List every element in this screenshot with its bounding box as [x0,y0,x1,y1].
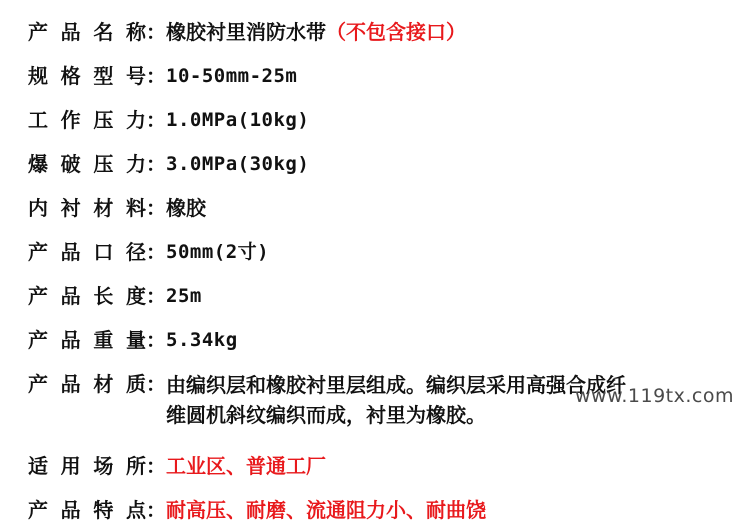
row-value: 3.0MPa(30kg) [166,153,310,175]
row-spacer [28,480,636,496]
row-spacer [28,90,636,106]
row-value: 10-50mm-25m [166,65,298,87]
row-spacer [28,46,636,62]
row-label: 内衬材料 [28,196,146,220]
row-spacer [28,134,636,150]
spacer-cell [166,430,636,452]
spacer-cell [28,134,146,150]
row-value: 25m [166,285,202,307]
row-spacer [28,354,636,370]
spacer-cell [166,46,636,62]
row-colon: ： [146,328,166,352]
row-value [166,18,636,46]
row-colon: ： [146,240,166,264]
spacer-cell [28,46,146,62]
row-colon: ： [146,284,166,308]
row-spacer [28,222,636,238]
spacer-cell [28,480,146,496]
spacer-cell [146,222,166,238]
row-label: 产品长度 [28,284,146,308]
row-colon: ： [146,454,166,478]
row-label: 产品口径 [28,240,146,264]
row-colon: ： [146,20,166,44]
row-label: 产品重量 [28,328,146,352]
spacer-cell [166,310,636,326]
spacer-cell [166,354,636,370]
spacer-cell [146,480,166,496]
row-spacer [28,178,636,194]
spacer-cell [146,178,166,194]
spacer-cell [166,480,636,496]
row-spacer [28,266,636,282]
row-spacer [28,430,636,452]
spacer-cell [28,354,146,370]
table-row [28,326,636,354]
spacer-cell [166,134,636,150]
row-colon: ： [146,108,166,132]
row-label: 产品特点 [28,498,146,522]
spec-table [28,18,636,524]
spacer-cell [28,222,146,238]
row-label: 产品材质 [28,372,146,396]
row-colon: ： [146,152,166,176]
row-colon: ： [146,498,166,522]
spacer-cell [146,310,166,326]
row-value: 50mm(2寸) [166,241,270,263]
table-row [28,238,636,266]
table-row [28,496,636,524]
table-row [28,150,636,178]
row-spacer [28,310,636,326]
row-label: 爆破压力 [28,152,146,176]
spacer-cell [166,222,636,238]
table-row [28,282,636,310]
spacer-cell [28,430,146,452]
table-row [28,452,636,480]
spacer-cell [28,310,146,326]
spacer-cell [166,266,636,282]
spacer-cell [28,90,146,106]
table-row [28,62,636,90]
table-row [28,370,636,430]
row-value-highlight: 耐高压、耐磨、流通阻力小、耐曲饶 [166,498,486,522]
row-value-suffix: （不包含接口） [326,20,466,44]
spacer-cell [146,46,166,62]
spacer-cell [146,266,166,282]
spacer-cell [166,178,636,194]
table-row [28,18,636,46]
site-watermark: www.119tx.com [575,385,734,407]
spacer-cell [146,90,166,106]
row-colon: ： [146,372,166,396]
spacer-cell [28,266,146,282]
table-row [28,194,636,222]
table-row [28,106,636,134]
row-label: 工作压力 [28,108,146,132]
row-label: 规格型号 [28,64,146,88]
row-label: 产品名称 [28,20,146,44]
row-value-text: 橡胶衬里消防水带 [166,20,326,44]
row-value: 1.0MPa(10kg) [166,109,310,131]
spacer-cell [28,178,146,194]
spacer-cell [166,90,636,106]
spacer-cell [146,354,166,370]
spacer-cell [146,134,166,150]
row-value: 橡胶 [166,196,206,220]
row-value: 5.34kg [166,329,238,351]
row-value: 由编织层和橡胶衬里层组成。编织层采用高强合成纤维圆机斜纹编织而成，衬里为橡胶。 [166,373,626,427]
row-colon: ： [146,64,166,88]
row-value-highlight: 工业区、普通工厂 [166,454,326,478]
spacer-cell [146,430,166,452]
row-label: 适用场所 [28,454,146,478]
row-colon: ： [146,196,166,220]
